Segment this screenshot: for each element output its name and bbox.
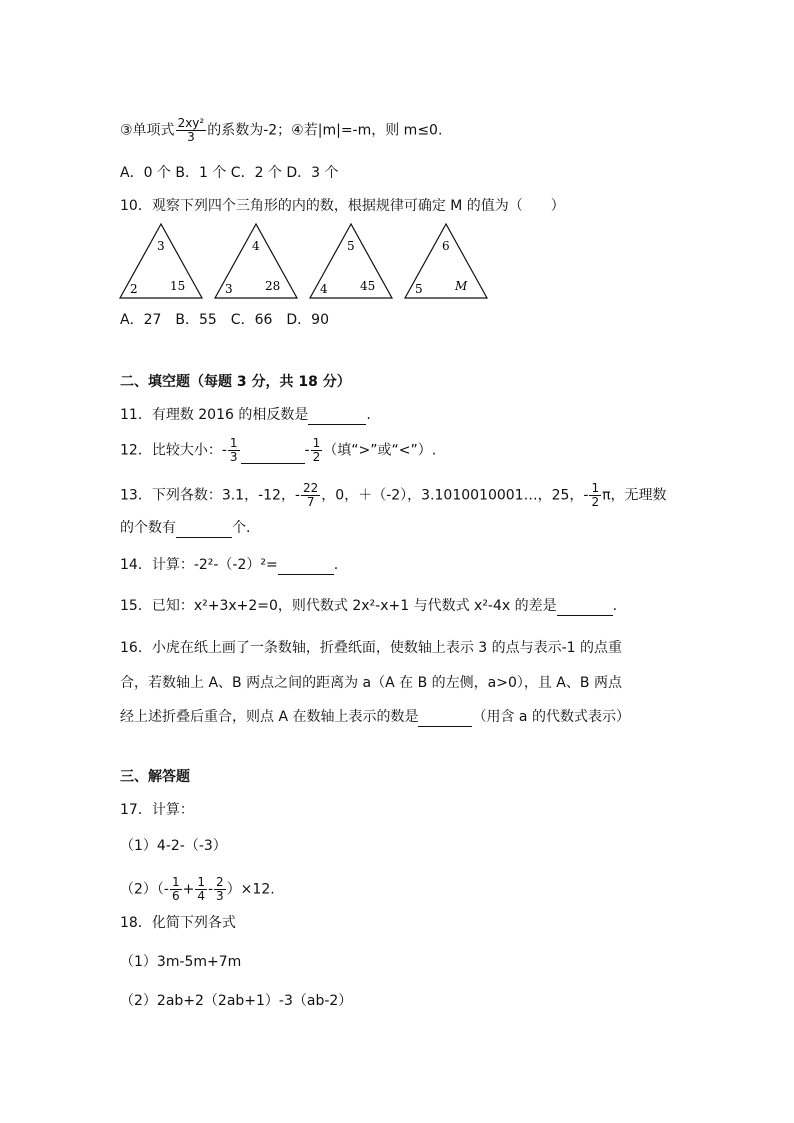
fraction-numerator: 1 bbox=[312, 436, 321, 450]
fraction-numerator: 1 bbox=[197, 875, 205, 889]
fraction bbox=[176, 117, 207, 144]
fraction-denominator: 2 bbox=[312, 450, 321, 464]
fraction-denominator: 7 bbox=[306, 495, 315, 509]
triangle-left-number: 5 bbox=[415, 282, 423, 296]
triangle-top-number: 3 bbox=[157, 239, 165, 253]
q11-tail: . bbox=[366, 407, 371, 423]
fraction-numerator: 2 bbox=[216, 875, 224, 889]
sign: - bbox=[221, 442, 227, 459]
fraction-denominator: 2 bbox=[591, 495, 600, 509]
q17-text: ）×12. bbox=[226, 881, 275, 898]
q17-text: （2）（- bbox=[120, 881, 169, 898]
q15-tail: . bbox=[612, 598, 618, 614]
statement-text: 的系数为-2；④若 bbox=[207, 122, 318, 139]
fraction-denominator: 4 bbox=[197, 889, 205, 903]
answer-blank[interactable] bbox=[278, 560, 334, 575]
q14-tail: . bbox=[333, 557, 339, 573]
section-2-title: 二、填空题（每题 3 分，共 18 分） bbox=[120, 374, 351, 390]
fraction-denominator: 3 bbox=[216, 889, 224, 903]
answer-blank[interactable] bbox=[418, 712, 472, 727]
fraction bbox=[228, 437, 240, 464]
answer-blank[interactable] bbox=[241, 449, 305, 464]
q15-text: 15．已知：x²+3x+2=0，则代数式 2x²-x+1 与代数式 x²-4x 的差是 bbox=[120, 598, 557, 614]
fraction bbox=[170, 876, 182, 903]
fraction-numerator: 1 bbox=[171, 875, 180, 889]
answer-blank[interactable] bbox=[308, 410, 366, 425]
q16-line3 bbox=[120, 707, 630, 727]
q16-text: （用含 a 的代数式表示） bbox=[472, 709, 630, 725]
q14-text: 14．计算：-2²-（-2）²= bbox=[120, 557, 278, 573]
triangle-right-number: 28 bbox=[265, 279, 281, 293]
answer-blank[interactable] bbox=[557, 601, 613, 616]
fraction bbox=[311, 437, 323, 464]
q17-title: 17．计算： bbox=[120, 802, 194, 818]
q17-part1: （1）4-2-（-3） bbox=[120, 838, 227, 854]
absolute-value: |m| bbox=[317, 122, 341, 139]
q13-text: 13．下列各数：3.1，-12，- bbox=[120, 487, 300, 504]
statement-text: =-m，则 m≤0. bbox=[340, 122, 443, 139]
statement-3-4 bbox=[120, 117, 442, 144]
fraction bbox=[214, 876, 226, 903]
fraction-numerator: 1 bbox=[229, 436, 238, 450]
fraction-numerator: 2xy² bbox=[177, 116, 205, 130]
q12-label: 12．比较大小： bbox=[120, 442, 222, 459]
q16-line1: 16．小虎在纸上画了一条数轴，折叠纸面，使数轴上表示 3 的点与表示-1 的点重 bbox=[120, 640, 623, 656]
q13-text: 个. bbox=[232, 520, 251, 536]
fraction bbox=[301, 482, 320, 509]
q16-text: 经上述折叠后重合，则点 A 在数轴上表示的数是 bbox=[120, 709, 419, 725]
q13-text: π，无理数 bbox=[602, 487, 667, 504]
answer-blank[interactable] bbox=[176, 523, 232, 538]
sign: - bbox=[304, 442, 310, 459]
operator: - bbox=[207, 881, 214, 898]
fraction bbox=[195, 876, 207, 903]
fraction bbox=[589, 482, 601, 509]
triangle-right-number: 45 bbox=[360, 279, 376, 293]
triangle-top-number: 4 bbox=[252, 239, 260, 253]
q10-stem: 10．观察下列四个三角形的内的数，根据规律可确定 M 的值为（ ） bbox=[120, 198, 565, 214]
q14 bbox=[120, 555, 338, 575]
q11 bbox=[120, 405, 371, 425]
q10-options: A．27 B．55 C．66 D．90 bbox=[120, 312, 329, 328]
q18-part1: （1）3m-5m+7m bbox=[120, 954, 242, 970]
fraction-numerator: 22 bbox=[303, 481, 319, 495]
triangle-figure bbox=[118, 222, 498, 302]
q13-text: ，0，＋（-2），3.1010010001…，25，- bbox=[321, 487, 589, 504]
q18-title: 18．化简下列各式 bbox=[120, 915, 236, 931]
q17-part2 bbox=[120, 876, 275, 903]
triangle-right-number: 15 bbox=[170, 279, 186, 293]
fraction-numerator: 1 bbox=[591, 481, 600, 495]
triangle-right-number: M bbox=[455, 279, 468, 293]
triangle-top-number: 5 bbox=[347, 239, 355, 253]
fraction-denominator: 6 bbox=[171, 889, 180, 903]
q13-line2 bbox=[120, 518, 250, 538]
fraction-denominator: 3 bbox=[187, 130, 195, 144]
q13-line1 bbox=[120, 482, 667, 509]
q16-line2: 合，若数轴上 A、B 两点之间的距离为 a（A 在 B 的左侧，a>0），且 A、B 两点 bbox=[120, 675, 622, 691]
q9-options: A．0 个 B．1 个 C．2 个 D．3 个 bbox=[120, 165, 339, 181]
q13-text: 的个数有 bbox=[120, 520, 176, 536]
statement-text: ③单项式 bbox=[120, 122, 175, 139]
q15 bbox=[120, 596, 617, 616]
q11-text: 11．有理数 2016 的相反数是 bbox=[120, 407, 309, 423]
q18-part2: （2）2ab+2（2ab+1）-3（ab-2） bbox=[120, 993, 353, 1009]
q12-tail: （填“>”或“<”）. bbox=[323, 442, 437, 459]
operator: + bbox=[182, 881, 195, 898]
q12 bbox=[120, 437, 436, 464]
fraction-denominator: 3 bbox=[229, 450, 238, 464]
triangle-left-number: 2 bbox=[130, 282, 138, 296]
triangle-top-number: 6 bbox=[442, 239, 450, 253]
triangle-left-number: 4 bbox=[320, 282, 328, 296]
section-3-title: 三、解答题 bbox=[120, 769, 190, 785]
triangle-left-number: 3 bbox=[225, 282, 233, 296]
